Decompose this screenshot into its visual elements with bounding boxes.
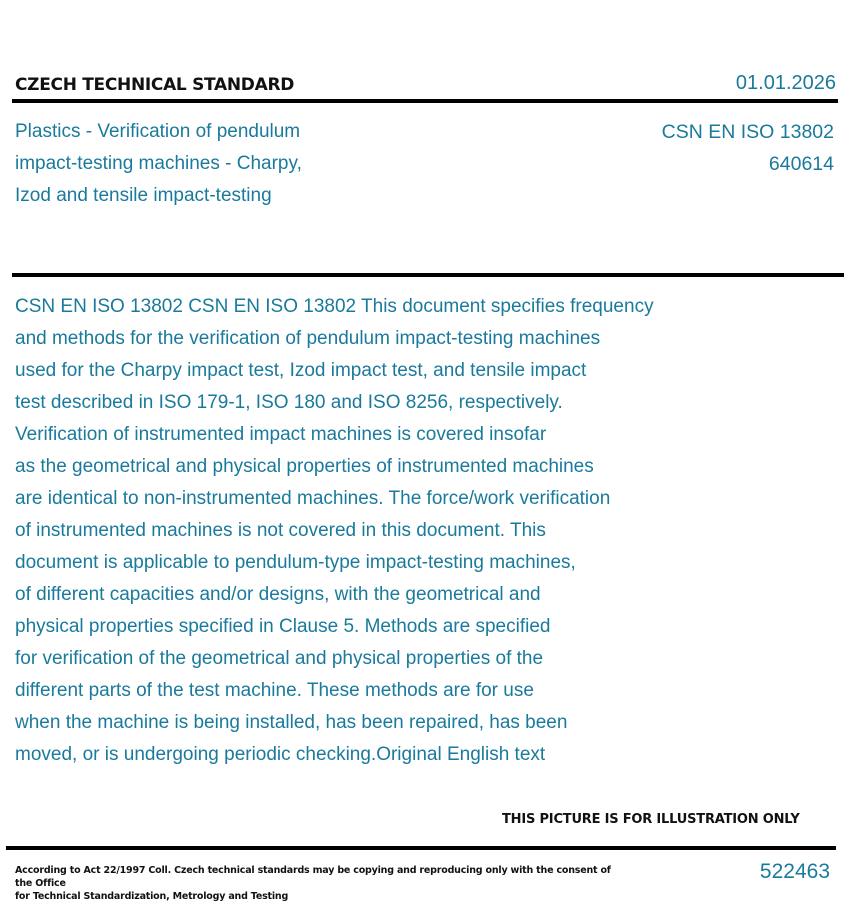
title-line: impact-testing machines - Charpy,	[15, 153, 302, 174]
abstract-line: as the geometrical and physical properties of instrumented machines	[15, 456, 594, 477]
abstract-line: physical properties specified in Clause 5. Methods are specified	[15, 616, 551, 637]
abstract-line: document is applicable to pendulum-type impact-testing machines,	[15, 552, 576, 573]
abstract-line: and methods for the verification of pendulum impact-testing machines	[15, 328, 601, 349]
abstract-line: moved, or is undergoing periodic checking.Original English text	[15, 744, 546, 765]
abstract-line: CSN EN ISO 13802 CSN EN ISO 13802 This document specifies frequency	[15, 296, 654, 317]
abstract-line: are identical to non-instrumented machines. The force/work verification	[15, 488, 611, 509]
title-divider	[12, 273, 844, 277]
illustration-disclaimer: THIS PICTURE IS FOR ILLUSTRATION ONLY	[502, 812, 800, 827]
abstract-line: when the machine is being installed, has been repaired, has been	[15, 712, 568, 733]
copyright-line: for Technical Standardization, Metrology and Testing	[15, 891, 289, 902]
header-divider	[12, 99, 838, 103]
abstract-line: used for the Charpy impact test, Izod impact test, and tensile impact	[15, 360, 587, 381]
class-code: 640614	[768, 153, 834, 175]
publication-date: 01.01.2026	[735, 72, 836, 94]
footer-divider	[6, 846, 836, 850]
standard-title	[15, 116, 435, 212]
standard-number: CSN EN ISO 13802	[661, 121, 834, 143]
abstract-line: for verification of the geometrical and physical properties of the	[15, 648, 544, 669]
copyright-notice	[15, 864, 615, 903]
abstract-line: of different capacities and/or designs, with the geometrical and	[15, 584, 541, 605]
title-line: Plastics - Verification of pendulum	[15, 121, 301, 142]
abstract-text	[15, 291, 775, 771]
abstract-line: Verification of instrumented impact machines is covered insofar	[15, 424, 547, 445]
abstract-line: different parts of the test machine. These methods are for use	[15, 680, 534, 701]
document-type-label: CZECH TECHNICAL STANDARD	[15, 75, 295, 95]
title-line: Izod and tensile impact-testing	[15, 185, 272, 206]
standard-identifiers	[662, 116, 834, 180]
catalog-code: 522463	[759, 860, 830, 883]
abstract-line: test described in ISO 179-1, ISO 180 and ISO 8256, respectively.	[15, 392, 563, 413]
abstract-line: of instrumented machines is not covered in this document. This	[15, 520, 546, 541]
copyright-line: According to Act 22/1997 Coll. Czech technical standards may be copying and reproducing only with the consent of the Office	[15, 865, 611, 889]
